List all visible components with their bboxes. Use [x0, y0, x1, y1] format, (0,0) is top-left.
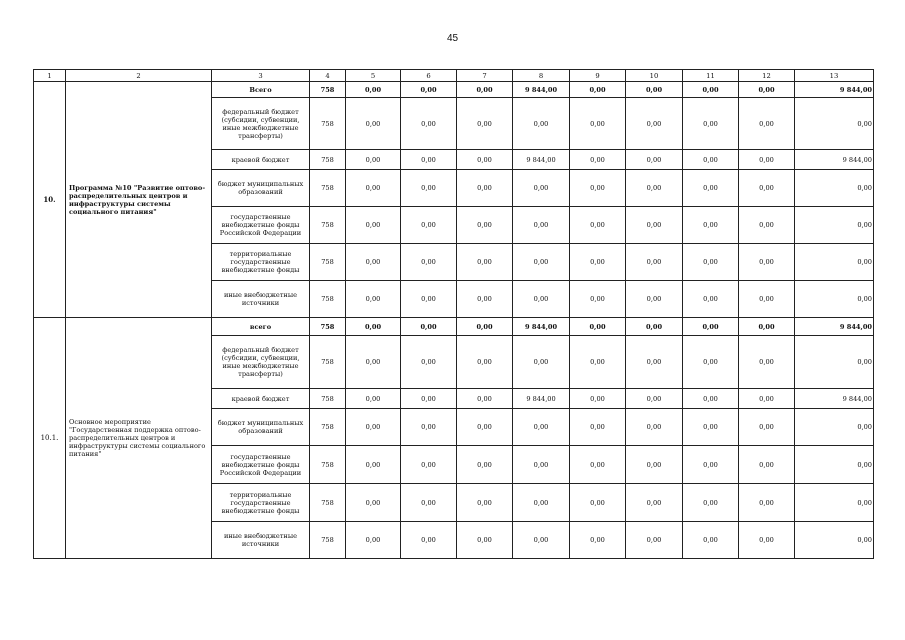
amount-cell: 0,00	[513, 207, 570, 244]
amount-cell: 0,00	[683, 389, 739, 409]
amount-cell: 0,00	[570, 244, 626, 281]
amount-cell: 0,00	[401, 244, 457, 281]
amount-cell: 0,00	[346, 281, 401, 318]
column-header-3: 3	[212, 70, 310, 82]
amount-cell: 0,00	[457, 484, 513, 522]
amount-cell: 0,00	[457, 522, 513, 559]
amount-cell: 0,00	[739, 98, 795, 150]
amount-cell: 0,00	[401, 170, 457, 207]
amount-cell: 0,00	[401, 150, 457, 170]
admin-code-cell: 758	[310, 170, 346, 207]
admin-code-cell: 758	[310, 389, 346, 409]
table-row	[34, 318, 874, 336]
column-header-1: 1	[34, 70, 66, 82]
admin-code-cell: 758	[310, 484, 346, 522]
amount-cell: 0,00	[513, 170, 570, 207]
amount-cell: 0,00	[570, 82, 626, 98]
amount-cell: 0,00	[457, 409, 513, 446]
amount-cell: 0,00	[457, 244, 513, 281]
column-header-9: 9	[570, 70, 626, 82]
amount-cell: 0,00	[457, 207, 513, 244]
funding-source: бюджет муниципальных образований	[212, 409, 310, 446]
admin-code-cell: 758	[310, 522, 346, 559]
admin-code-cell: 758	[310, 82, 346, 98]
amount-cell: 0,00	[683, 82, 739, 98]
admin-code-cell: 758	[310, 336, 346, 389]
amount-cell: 0,00	[346, 336, 401, 389]
amount-cell: 0,00	[401, 409, 457, 446]
amount-cell: 0,00	[626, 336, 683, 389]
amount-cell: 0,00	[346, 446, 401, 484]
column-header-10: 10	[626, 70, 683, 82]
amount-cell: 0,00	[626, 409, 683, 446]
amount-cell: 0,00	[626, 207, 683, 244]
amount-cell: 0,00	[739, 318, 795, 336]
amount-cell: 9 844,00	[795, 82, 874, 98]
column-header-7: 7	[457, 70, 513, 82]
column-header-8: 8	[513, 70, 570, 82]
amount-cell: 0,00	[346, 484, 401, 522]
admin-code-cell: 758	[310, 207, 346, 244]
amount-cell: 0,00	[739, 389, 795, 409]
amount-cell: 0,00	[795, 281, 874, 318]
amount-cell: 0,00	[346, 522, 401, 559]
amount-cell: 0,00	[513, 244, 570, 281]
table-body	[34, 70, 874, 559]
column-header-13: 13	[795, 70, 874, 82]
amount-cell: 0,00	[739, 409, 795, 446]
amount-cell: 0,00	[795, 484, 874, 522]
amount-cell: 0,00	[683, 409, 739, 446]
amount-cell: 0,00	[739, 244, 795, 281]
amount-cell: 0,00	[626, 170, 683, 207]
amount-cell: 0,00	[795, 336, 874, 389]
amount-cell: 0,00	[346, 318, 401, 336]
amount-cell: 0,00	[739, 150, 795, 170]
amount-cell: 0,00	[739, 484, 795, 522]
amount-cell: 0,00	[513, 98, 570, 150]
amount-cell: 0,00	[626, 281, 683, 318]
amount-cell: 0,00	[401, 207, 457, 244]
funding-source: федеральный бюджет (субсидии, субвенции, иные межбюджетные трансферты)	[212, 336, 310, 389]
column-header-5: 5	[346, 70, 401, 82]
amount-cell: 0,00	[626, 318, 683, 336]
amount-cell: 0,00	[739, 207, 795, 244]
column-header-6: 6	[401, 70, 457, 82]
funding-source: всего	[212, 318, 310, 336]
amount-cell: 0,00	[683, 244, 739, 281]
amount-cell: 9 844,00	[513, 82, 570, 98]
amount-cell: 0,00	[683, 522, 739, 559]
amount-cell: 0,00	[457, 389, 513, 409]
amount-cell: 9 844,00	[795, 318, 874, 336]
column-header-11: 11	[683, 70, 739, 82]
funding-source: территориальные государственные внебюджетные фонды	[212, 484, 310, 522]
amount-cell: 0,00	[346, 150, 401, 170]
amount-cell: 0,00	[626, 389, 683, 409]
amount-cell: 0,00	[626, 522, 683, 559]
funding-source: бюджет муниципальных образований	[212, 170, 310, 207]
amount-cell: 0,00	[346, 389, 401, 409]
page-number: 45	[446, 33, 459, 44]
amount-cell: 0,00	[795, 207, 874, 244]
amount-cell: 0,00	[570, 98, 626, 150]
funding-source: иные внебюджетные источники	[212, 522, 310, 559]
admin-code-cell: 758	[310, 281, 346, 318]
amount-cell: 0,00	[346, 207, 401, 244]
amount-cell: 0,00	[570, 318, 626, 336]
amount-cell: 0,00	[346, 244, 401, 281]
amount-cell: 0,00	[739, 281, 795, 318]
funding-source: Всего	[212, 82, 310, 98]
amount-cell: 0,00	[401, 336, 457, 389]
amount-cell: 0,00	[795, 409, 874, 446]
table-header-row	[34, 70, 874, 82]
section-name: Программа №10 "Развитие оптово-распределительных центров и инфраструктуры системы социального питания"	[66, 82, 212, 318]
amount-cell: 0,00	[739, 522, 795, 559]
amount-cell: 0,00	[795, 170, 874, 207]
amount-cell: 0,00	[513, 409, 570, 446]
amount-cell: 0,00	[626, 98, 683, 150]
amount-cell: 0,00	[683, 170, 739, 207]
amount-cell: 0,00	[457, 82, 513, 98]
column-header-12: 12	[739, 70, 795, 82]
amount-cell: 0,00	[683, 150, 739, 170]
amount-cell: 9 844,00	[513, 150, 570, 170]
amount-cell: 0,00	[626, 150, 683, 170]
funding-source: краевой бюджет	[212, 150, 310, 170]
amount-cell: 0,00	[570, 522, 626, 559]
amount-cell: 0,00	[570, 170, 626, 207]
amount-cell: 9 844,00	[795, 389, 874, 409]
amount-cell: 0,00	[401, 98, 457, 150]
amount-cell: 0,00	[457, 150, 513, 170]
amount-cell: 0,00	[626, 446, 683, 484]
amount-cell: 0,00	[513, 336, 570, 389]
amount-cell: 0,00	[570, 446, 626, 484]
amount-cell: 0,00	[683, 207, 739, 244]
amount-cell: 0,00	[683, 318, 739, 336]
amount-cell: 0,00	[739, 446, 795, 484]
amount-cell: 0,00	[570, 336, 626, 389]
funding-source: государственные внебюджетные фонды Российской Федерации	[212, 207, 310, 244]
amount-cell: 0,00	[401, 82, 457, 98]
amount-cell: 0,00	[457, 281, 513, 318]
amount-cell: 0,00	[513, 281, 570, 318]
amount-cell: 9 844,00	[795, 150, 874, 170]
admin-code-cell: 758	[310, 244, 346, 281]
column-header-2: 2	[66, 70, 212, 82]
amount-cell: 0,00	[513, 446, 570, 484]
admin-code-cell: 758	[310, 318, 346, 336]
section-index: 10.	[34, 82, 66, 318]
amount-cell: 0,00	[457, 318, 513, 336]
amount-cell: 0,00	[739, 336, 795, 389]
section-index: 10.1.	[34, 318, 66, 559]
amount-cell: 0,00	[457, 170, 513, 207]
amount-cell: 0,00	[683, 281, 739, 318]
amount-cell: 0,00	[570, 207, 626, 244]
amount-cell: 0,00	[401, 389, 457, 409]
amount-cell: 0,00	[683, 336, 739, 389]
amount-cell: 0,00	[570, 281, 626, 318]
amount-cell: 0,00	[457, 98, 513, 150]
amount-cell: 0,00	[626, 82, 683, 98]
amount-cell: 0,00	[795, 446, 874, 484]
funding-source: краевой бюджет	[212, 389, 310, 409]
amount-cell: 0,00	[401, 484, 457, 522]
section-name: Основное мероприятие "Государственная поддержка оптово-распределительных центров и инфраструктуры системы социального питания"	[66, 318, 212, 559]
column-header-4: 4	[310, 70, 346, 82]
funding-source: иные внебюджетные источники	[212, 281, 310, 318]
amount-cell: 0,00	[626, 244, 683, 281]
amount-cell: 0,00	[401, 522, 457, 559]
amount-cell: 0,00	[346, 82, 401, 98]
amount-cell: 0,00	[457, 336, 513, 389]
amount-cell: 0,00	[346, 409, 401, 446]
amount-cell: 0,00	[401, 281, 457, 318]
amount-cell: 0,00	[457, 446, 513, 484]
amount-cell: 9 844,00	[513, 389, 570, 409]
admin-code-cell: 758	[310, 409, 346, 446]
amount-cell: 9 844,00	[513, 318, 570, 336]
amount-cell: 0,00	[570, 409, 626, 446]
amount-cell: 0,00	[346, 170, 401, 207]
amount-cell: 0,00	[626, 484, 683, 522]
amount-cell: 0,00	[401, 318, 457, 336]
admin-code-cell: 758	[310, 446, 346, 484]
amount-cell: 0,00	[795, 522, 874, 559]
amount-cell: 0,00	[570, 484, 626, 522]
funding-source: территориальные государственные внебюджетные фонды	[212, 244, 310, 281]
amount-cell: 0,00	[795, 98, 874, 150]
amount-cell: 0,00	[683, 484, 739, 522]
amount-cell: 0,00	[795, 244, 874, 281]
budget-table	[33, 69, 874, 559]
admin-code-cell: 758	[310, 150, 346, 170]
amount-cell: 0,00	[570, 150, 626, 170]
admin-code-cell: 758	[310, 98, 346, 150]
amount-cell: 0,00	[683, 98, 739, 150]
amount-cell: 0,00	[683, 446, 739, 484]
funding-source: федеральный бюджет (субсидии, субвенции, иные межбюджетные трансферты)	[212, 98, 310, 150]
amount-cell: 0,00	[401, 446, 457, 484]
amount-cell: 0,00	[570, 389, 626, 409]
funding-source: государственные внебюджетные фонды Российской Федерации	[212, 446, 310, 484]
amount-cell: 0,00	[739, 170, 795, 207]
amount-cell: 0,00	[513, 522, 570, 559]
table-row	[34, 82, 874, 98]
amount-cell: 0,00	[739, 82, 795, 98]
amount-cell: 0,00	[513, 484, 570, 522]
amount-cell: 0,00	[346, 98, 401, 150]
